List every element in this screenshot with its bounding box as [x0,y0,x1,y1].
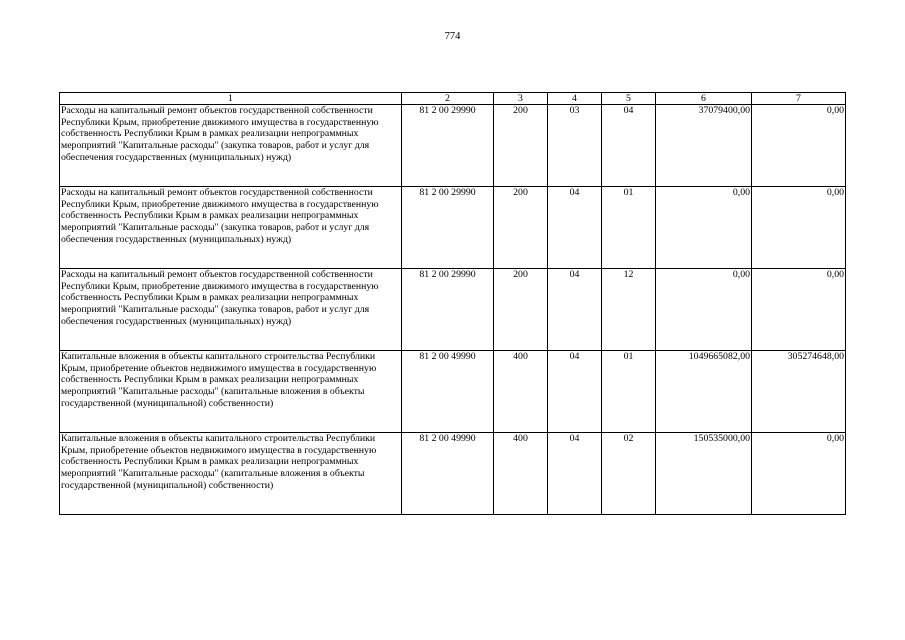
column-header-5: 5 [602,93,656,105]
row-amount-col7: 0,00 [752,269,846,351]
column-header-1: 1 [60,93,402,105]
row-amount-col6: 37079400,00 [656,105,752,187]
row-section: 03 [548,105,602,187]
row-subsection: 01 [602,187,656,269]
row-amount-col6: 0,00 [656,187,752,269]
row-target-article: 81 2 00 29990 [402,269,494,351]
row-amount-col7: 0,00 [752,433,846,515]
row-amount-col7: 0,00 [752,105,846,187]
table-header [60,93,846,105]
row-target-article: 81 2 00 29990 [402,187,494,269]
row-section: 04 [548,269,602,351]
row-section: 04 [548,351,602,433]
row-expense-type: 400 [494,351,548,433]
table-row [60,187,846,269]
row-target-article: 81 2 00 49990 [402,433,494,515]
column-header-2: 2 [402,93,494,105]
row-description: Расходы на капитальный ремонт объектов государственной собственности Республики Крым, приобретение движимого имущества в государственную собственность Республики Крым в рамках реализации непрограммных мероприятий "Капитальные расходы" (закупка товаров, работ и услуг для обеспечения государственных (муниципальных) нужд) [60,105,402,187]
column-header-4: 4 [548,93,602,105]
row-amount-col7: 305274648,00 [752,351,846,433]
column-header-3: 3 [494,93,548,105]
row-subsection: 01 [602,351,656,433]
table-row [60,269,846,351]
row-amount-col6: 0,00 [656,269,752,351]
row-expense-type: 400 [494,433,548,515]
column-header-7: 7 [752,93,846,105]
row-subsection: 04 [602,105,656,187]
row-amount-col7: 0,00 [752,187,846,269]
row-expense-type: 200 [494,187,548,269]
row-subsection: 02 [602,433,656,515]
row-description: Расходы на капитальный ремонт объектов государственной собственности Республики Крым, приобретение движимого имущества в государственную собственность Республики Крым в рамках реализации непрограммных мероприятий "Капитальные расходы" (закупка товаров, работ и услуг для обеспечения государственных (муниципальных) нужд) [60,187,402,269]
table-body [60,105,846,515]
row-expense-type: 200 [494,105,548,187]
row-description: Расходы на капитальный ремонт объектов государственной собственности Республики Крым, приобретение движимого имущества в государственную собственность Республики Крым в рамках реализации непрограммных мероприятий "Капитальные расходы" (закупка товаров, работ и услуг для обеспечения государственных (муниципальных) нужд) [60,269,402,351]
row-description: Капитальные вложения в объекты капитального строительства Республики Крым, приобретение объектов недвижимого имущества в государственную собственность Республики Крым в рамках реализации непрограммных мероприятий "Капитальные расходы" (капитальные вложения в объекты государственной (муниципальной) собственности) [60,433,402,515]
row-target-article: 81 2 00 49990 [402,351,494,433]
row-section: 04 [548,187,602,269]
header-row [60,93,846,105]
row-amount-col6: 1049665082,00 [656,351,752,433]
table-row [60,351,846,433]
row-section: 04 [548,433,602,515]
page-number: 774 [444,31,461,42]
row-amount-col6: 150535000,00 [656,433,752,515]
column-header-6: 6 [656,93,752,105]
row-description: Капитальные вложения в объекты капитального строительства Республики Крым, приобретение объектов недвижимого имущества в государственную собственность Республики Крым в рамках реализации непрограммных мероприятий "Капитальные расходы" (капитальные вложения в объекты государственной (муниципальной) собственности) [60,351,402,433]
row-expense-type: 200 [494,269,548,351]
table-row [60,105,846,187]
budget-table [59,92,846,515]
row-subsection: 12 [602,269,656,351]
table-row [60,433,846,515]
row-target-article: 81 2 00 29990 [402,105,494,187]
